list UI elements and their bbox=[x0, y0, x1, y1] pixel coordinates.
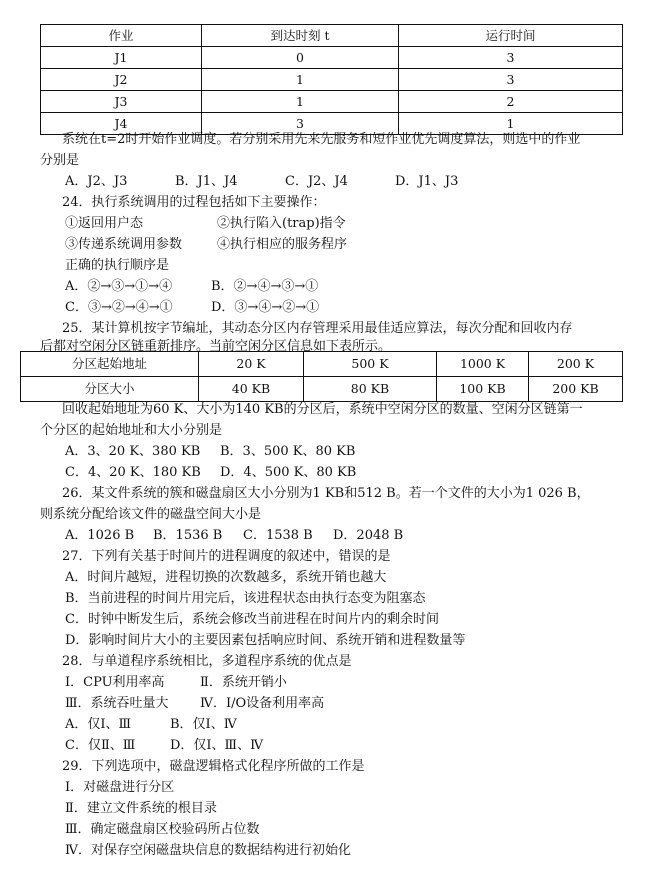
table-header-row bbox=[41, 25, 623, 47]
q27-option-b: B．当前进程的时间片用完后，该进程状态由执行态变为阻塞态 bbox=[65, 591, 426, 606]
q23-stem-line1: 系统在t=2时开始作业调度。若分别采用先来先服务和短作业优先调度算法，则选中的作业 bbox=[62, 132, 581, 147]
q23-options bbox=[65, 174, 458, 190]
table-cell: 0 bbox=[202, 47, 399, 69]
table-cell: 200 KB bbox=[529, 377, 623, 402]
q24-option-a: A．②→③→①→④ bbox=[65, 279, 173, 294]
job-table bbox=[40, 24, 623, 135]
table-header: 到达时刻 t bbox=[202, 25, 399, 47]
q28-items-row2 bbox=[65, 696, 324, 712]
table-cell: 80 KB bbox=[304, 377, 437, 402]
q26-option-b: B．1536 B bbox=[153, 528, 223, 543]
q25-after-line2: 个分区的起始地址和大小分别是 bbox=[40, 423, 223, 438]
q28-item-1: Ⅰ．CPU利用率高 bbox=[65, 675, 165, 690]
q26-option-c: C．1538 B bbox=[243, 528, 313, 543]
q25-option-a: A．3、20 K、380 KB bbox=[65, 444, 201, 459]
table-header: 分区起始地址 bbox=[21, 352, 199, 377]
table-row bbox=[41, 69, 623, 91]
q24-options-row2 bbox=[65, 300, 319, 316]
table-cell: 500 K bbox=[304, 352, 437, 377]
q28-item-2: Ⅱ．系统开销小 bbox=[200, 675, 287, 690]
q29-stem: 29．下列选项中，磁盘逻辑格式化程序所做的工作是 bbox=[62, 759, 365, 774]
q23-option-d: D．J1、J3 bbox=[395, 174, 459, 189]
q29-item-3: Ⅲ．确定磁盘扇区校验码所占位数 bbox=[65, 822, 260, 837]
q23-option-a: A．J2、J3 bbox=[65, 174, 128, 189]
table-cell: J3 bbox=[41, 91, 202, 113]
q28-item-4: Ⅳ．I/O设备利用率高 bbox=[200, 696, 325, 711]
q26-stem-line2: 则系统分配给该文件的磁盘空间大小是 bbox=[40, 507, 262, 522]
table-header: 运行时间 bbox=[399, 25, 623, 47]
table-cell: J4 bbox=[41, 113, 202, 135]
q25-stem-line2: 后都对空闲分区链重新排序。当前空闲分区信息如下表所示。 bbox=[40, 339, 392, 354]
q27-option-c: C．时钟中断发生后，系统会修改当前进程在时间片内的剩余时间 bbox=[65, 612, 439, 627]
q26-options bbox=[65, 528, 403, 544]
q28-option-d: D．仅Ⅰ、Ⅲ、Ⅳ bbox=[170, 738, 264, 753]
table-row bbox=[21, 352, 623, 377]
q27-stem: 27．下列有关基于时间片的进程调度的叙述中，错误的是 bbox=[62, 549, 391, 564]
q24-option-c: C．③→②→④→① bbox=[65, 300, 173, 315]
q28-item-3: Ⅲ．系统吞吐量大 bbox=[65, 696, 169, 711]
q25-after-line1: 回收起始地址为60 K、大小为140 KB的分区后，系统中空闲分区的数量、空闲分区链第一 bbox=[62, 402, 583, 417]
q28-options-row1 bbox=[65, 717, 237, 733]
q25-option-d: D．4、500 K、80 KB bbox=[220, 465, 357, 480]
q27-option-d: D．影响时间片大小的主要因素包括响应时间、系统开销和进程数量等 bbox=[65, 633, 466, 648]
q25-option-b: B．3、500 K、80 KB bbox=[220, 444, 356, 459]
q28-option-a: A．仅Ⅰ、Ⅲ bbox=[65, 717, 132, 732]
q24-step-3: ③传递系统调用参数 bbox=[65, 237, 183, 252]
q29-item-2: Ⅱ．建立文件系统的根目录 bbox=[65, 801, 217, 816]
q24-steps-row2 bbox=[65, 237, 347, 253]
q24-step-1: ①返回用户态 bbox=[65, 216, 144, 231]
table-header: 作业 bbox=[41, 25, 202, 47]
q28-items-row1 bbox=[65, 675, 287, 691]
q29-item-4: Ⅳ．对保存空闲磁盘块信息的数据结构进行初始化 bbox=[65, 843, 351, 858]
table-cell: 1 bbox=[202, 91, 399, 113]
table-cell: 3 bbox=[399, 47, 623, 69]
q28-option-b: B．仅Ⅰ、Ⅳ bbox=[170, 717, 237, 732]
partition-table bbox=[20, 351, 623, 402]
table-cell: J2 bbox=[41, 69, 202, 91]
q28-options-row2 bbox=[65, 738, 263, 754]
q26-option-a: A．1026 B bbox=[65, 528, 135, 543]
table-cell: 3 bbox=[399, 69, 623, 91]
table-cell: 1 bbox=[399, 113, 623, 135]
table-cell: 40 KB bbox=[199, 377, 304, 402]
table-cell: 200 K bbox=[529, 352, 623, 377]
table-row bbox=[41, 47, 623, 69]
q28-stem: 28．与单道程序系统相比，多道程序系统的优点是 bbox=[62, 654, 352, 669]
q24-steps-row1 bbox=[65, 216, 346, 232]
table-cell: 100 KB bbox=[437, 377, 529, 402]
q25-stem-line1: 25．某计算机按字节编址，其动态分区内存管理采用最佳适应算法，每次分配和回收内存 bbox=[62, 321, 573, 336]
q26-option-d: D．2048 B bbox=[333, 528, 404, 543]
q27-option-a: A．时间片越短，进程切换的次数越多，系统开销也越大 bbox=[65, 570, 387, 585]
q28-option-c: C．仅Ⅱ、Ⅲ bbox=[65, 738, 136, 753]
q23-stem-line2: 分别是 bbox=[40, 153, 80, 168]
q26-stem-line1: 26．某文件系统的簇和磁盘扇区大小分别为1 KB和512 B。若一个文件的大小为1 026 B， bbox=[62, 486, 590, 501]
table-cell: 3 bbox=[202, 113, 399, 135]
q23-option-c: C．J2、J4 bbox=[285, 174, 348, 189]
q25-options-row2 bbox=[65, 465, 356, 481]
table-row bbox=[41, 91, 623, 113]
table-cell: 1000 K bbox=[437, 352, 529, 377]
table-cell: 1 bbox=[202, 69, 399, 91]
q25-option-c: C．4、20 K、180 KB bbox=[65, 465, 201, 480]
table-row bbox=[21, 377, 623, 402]
q24-step-2: ②执行陷入(trap)指令 bbox=[217, 216, 346, 231]
q24-option-b: B．②→④→③→① bbox=[211, 279, 319, 294]
table-header: 分区大小 bbox=[21, 377, 199, 402]
table-cell: J1 bbox=[41, 47, 202, 69]
q29-item-1: Ⅰ．对磁盘进行分区 bbox=[65, 780, 175, 795]
q25-options-row1 bbox=[65, 444, 355, 460]
q24-option-d: D．③→④→②→① bbox=[211, 300, 320, 315]
table-cell: 20 K bbox=[199, 352, 304, 377]
table-cell: 2 bbox=[399, 91, 623, 113]
q24-stem: 24．执行系统调用的过程包括如下主要操作： bbox=[62, 195, 326, 210]
q23-option-b: B．J1、J4 bbox=[175, 174, 238, 189]
q24-step-4: ④执行相应的服务程序 bbox=[217, 237, 348, 252]
q24-options-row1 bbox=[65, 279, 318, 295]
q24-prompt: 正确的执行顺序是 bbox=[65, 258, 170, 273]
